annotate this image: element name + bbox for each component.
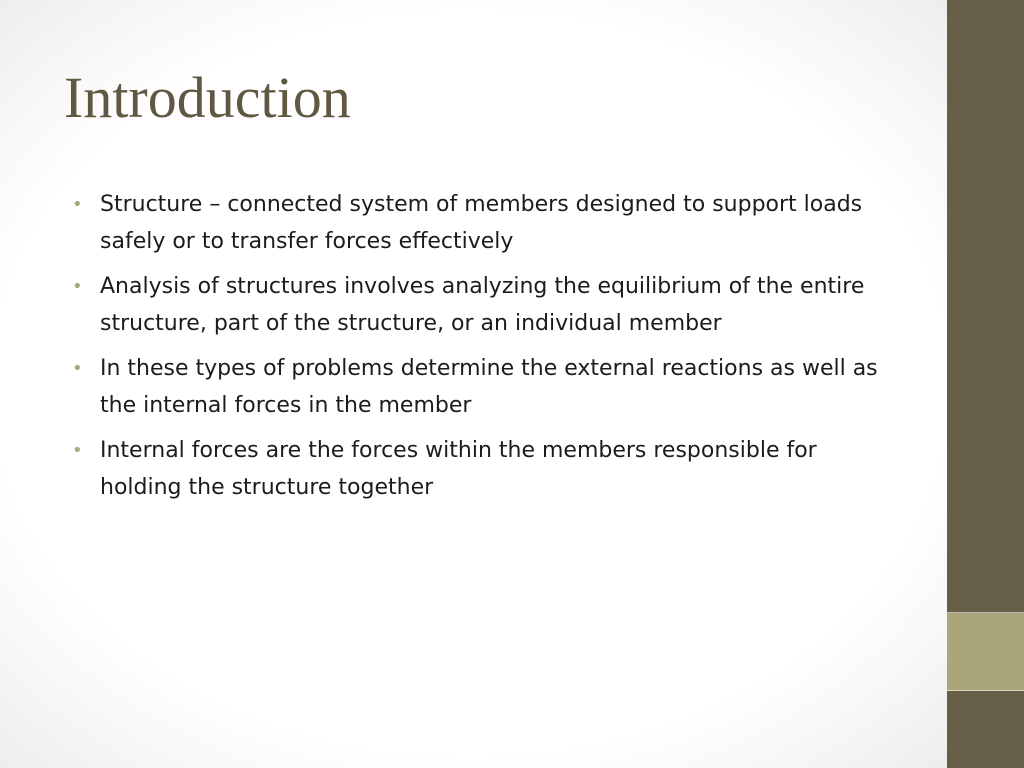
bullet-dot-icon: • <box>72 358 83 379</box>
side-bar-upper-block <box>947 0 1024 613</box>
bullet-dot-icon: • <box>72 194 83 215</box>
bullet-dot-icon: • <box>72 440 83 461</box>
bullet-dot-icon: • <box>72 276 83 297</box>
bullet-list <box>72 186 894 514</box>
bullet-text: Internal forces are the forces within the members responsible for holding the structure together <box>100 438 817 500</box>
side-bar-divider <box>947 690 1024 691</box>
bullet-item <box>72 268 894 342</box>
slide-title: Introduction <box>64 65 351 130</box>
side-decoration-bar <box>947 0 1024 768</box>
side-bar-accent-block <box>947 613 1024 691</box>
bullet-text: Structure – connected system of members designed to support loads safely or to transfer forces effectively <box>100 192 863 254</box>
bullet-item <box>72 350 894 424</box>
bullet-item <box>72 186 894 260</box>
side-bar-divider <box>947 612 1024 613</box>
bullet-text: Analysis of structures involves analyzing the equilibrium of the entire structure, part of the structure, or an individual member <box>100 274 865 336</box>
bullet-text: In these types of problems determine the external reactions as well as the internal forces in the member <box>100 356 878 418</box>
side-bar-lower-block <box>947 691 1024 768</box>
bullet-item <box>72 432 894 506</box>
